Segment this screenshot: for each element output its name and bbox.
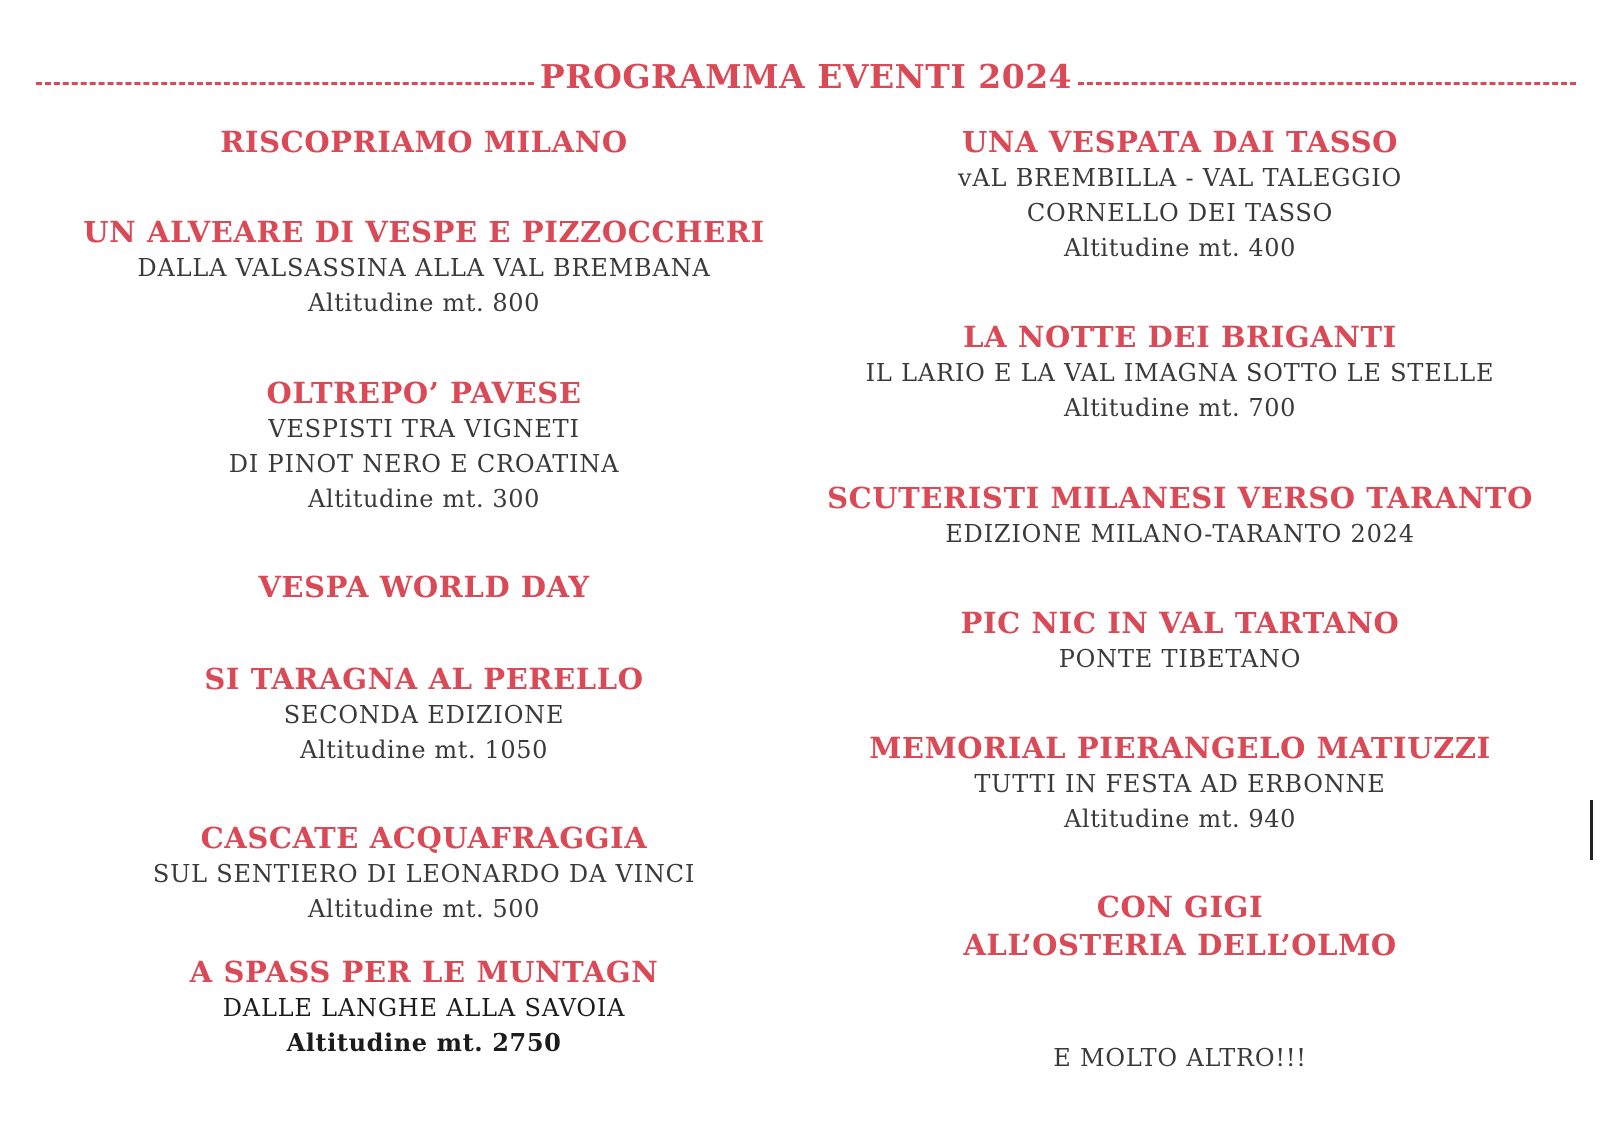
event-si-taragna-al-perello [44, 660, 804, 767]
event-alveare-di-vespe [44, 213, 804, 320]
event-title: PIC NIC IN VAL TARTANO [960, 606, 1400, 640]
event-subtitle: SUL SENTIERO DI LEONARDO DA VINCI [152, 860, 696, 888]
event-title: RISCOPRIAMO MILANO [220, 125, 628, 159]
event-title: SI TARAGNA AL PERELLO [204, 662, 644, 696]
event-altitude: Altitudine mt. 800 [307, 289, 541, 317]
event-altitude: Altitudine mt. 400 [1063, 234, 1297, 262]
event-subtitle: DALLA VALSASSINA ALLA VAL BREMBANA [137, 254, 711, 282]
event-title: MEMORIAL PIERANGELO MATIUZZI [869, 731, 1491, 765]
event-title: CON GIGI [1096, 890, 1264, 924]
event-subtitle: DALLE LANGHE ALLA SAVOIA [222, 994, 626, 1022]
page-title: PROGRAMMA EVENTI 2024 [539, 56, 1073, 96]
event-altitude: Altitudine mt. 300 [307, 485, 541, 513]
event-subtitle: vAL BREMBILLA - VAL TALEGGIO [958, 164, 1402, 192]
event-oltrepo-pavese [44, 374, 804, 516]
event-una-vespata-dai-tasso [800, 123, 1560, 265]
header-dashed-rule-right [1078, 82, 1576, 85]
event-riscopriamo-milano [44, 123, 804, 161]
event-title: UN ALVEARE DI VESPE E PIZZOCCHERI [83, 215, 765, 249]
event-subtitle: TUTTI IN FESTA AD ERBONNE [974, 770, 1386, 798]
event-subtitle: CORNELLO DEI TASSO [1026, 199, 1334, 227]
event-altitude: Altitudine mt. 2750 [286, 1028, 562, 1057]
event-altitude: Altitudine mt. 940 [1063, 805, 1297, 833]
event-title: UNA VESPATA DAI TASSO [961, 125, 1399, 159]
event-la-notte-dei-briganti [800, 318, 1560, 425]
event-title: A SPASS PER LE MUNTAGN [189, 955, 659, 989]
scan-edge-mark [1590, 800, 1593, 860]
event-subtitle: DI PINOT NERO E CROATINA [228, 450, 620, 478]
event-scuteristi-milanesi [800, 479, 1560, 552]
event-subtitle: PONTE TIBETANO [1058, 645, 1302, 673]
header-dashed-rule-left [36, 82, 534, 85]
event-title: SCUTERISTI MILANESI VERSO TARANTO [827, 481, 1533, 515]
event-title: CASCATE ACQUAFRAGGIA [200, 821, 648, 855]
closing-note: E MOLTO ALTRO!!! [1053, 1044, 1307, 1072]
event-memorial-matiuzzi [800, 729, 1560, 836]
event-altitude: Altitudine mt. 500 [307, 895, 541, 923]
event-subtitle: EDIZIONE MILANO-TARANTO 2024 [945, 520, 1415, 548]
event-subtitle: SECONDA EDIZIONE [283, 701, 565, 729]
event-pic-nic-in-val-tartano [800, 604, 1560, 677]
event-cascate-acquafraggia [44, 819, 804, 926]
event-subtitle: IL LARIO E LA VAL IMAGNA SOTTO LE STELLE [865, 359, 1495, 387]
page-header [36, 52, 1576, 100]
event-altitude: Altitudine mt. 1050 [300, 736, 548, 764]
event-vespa-world-day [44, 568, 804, 606]
event-altitude: Altitudine mt. 700 [1063, 394, 1297, 422]
event-a-spass-per-le-muntagn [44, 953, 804, 1060]
event-con-gigi [800, 888, 1560, 964]
event-title: LA NOTTE DEI BRIGANTI [963, 320, 1397, 354]
event-title: VESPA WORLD DAY [258, 570, 590, 604]
event-title: OLTREPO’ PAVESE [266, 376, 582, 410]
event-subtitle: VESPISTI TRA VIGNETI [268, 415, 580, 443]
event-title-continued: ALL’OSTERIA DELL’OLMO [963, 928, 1397, 962]
